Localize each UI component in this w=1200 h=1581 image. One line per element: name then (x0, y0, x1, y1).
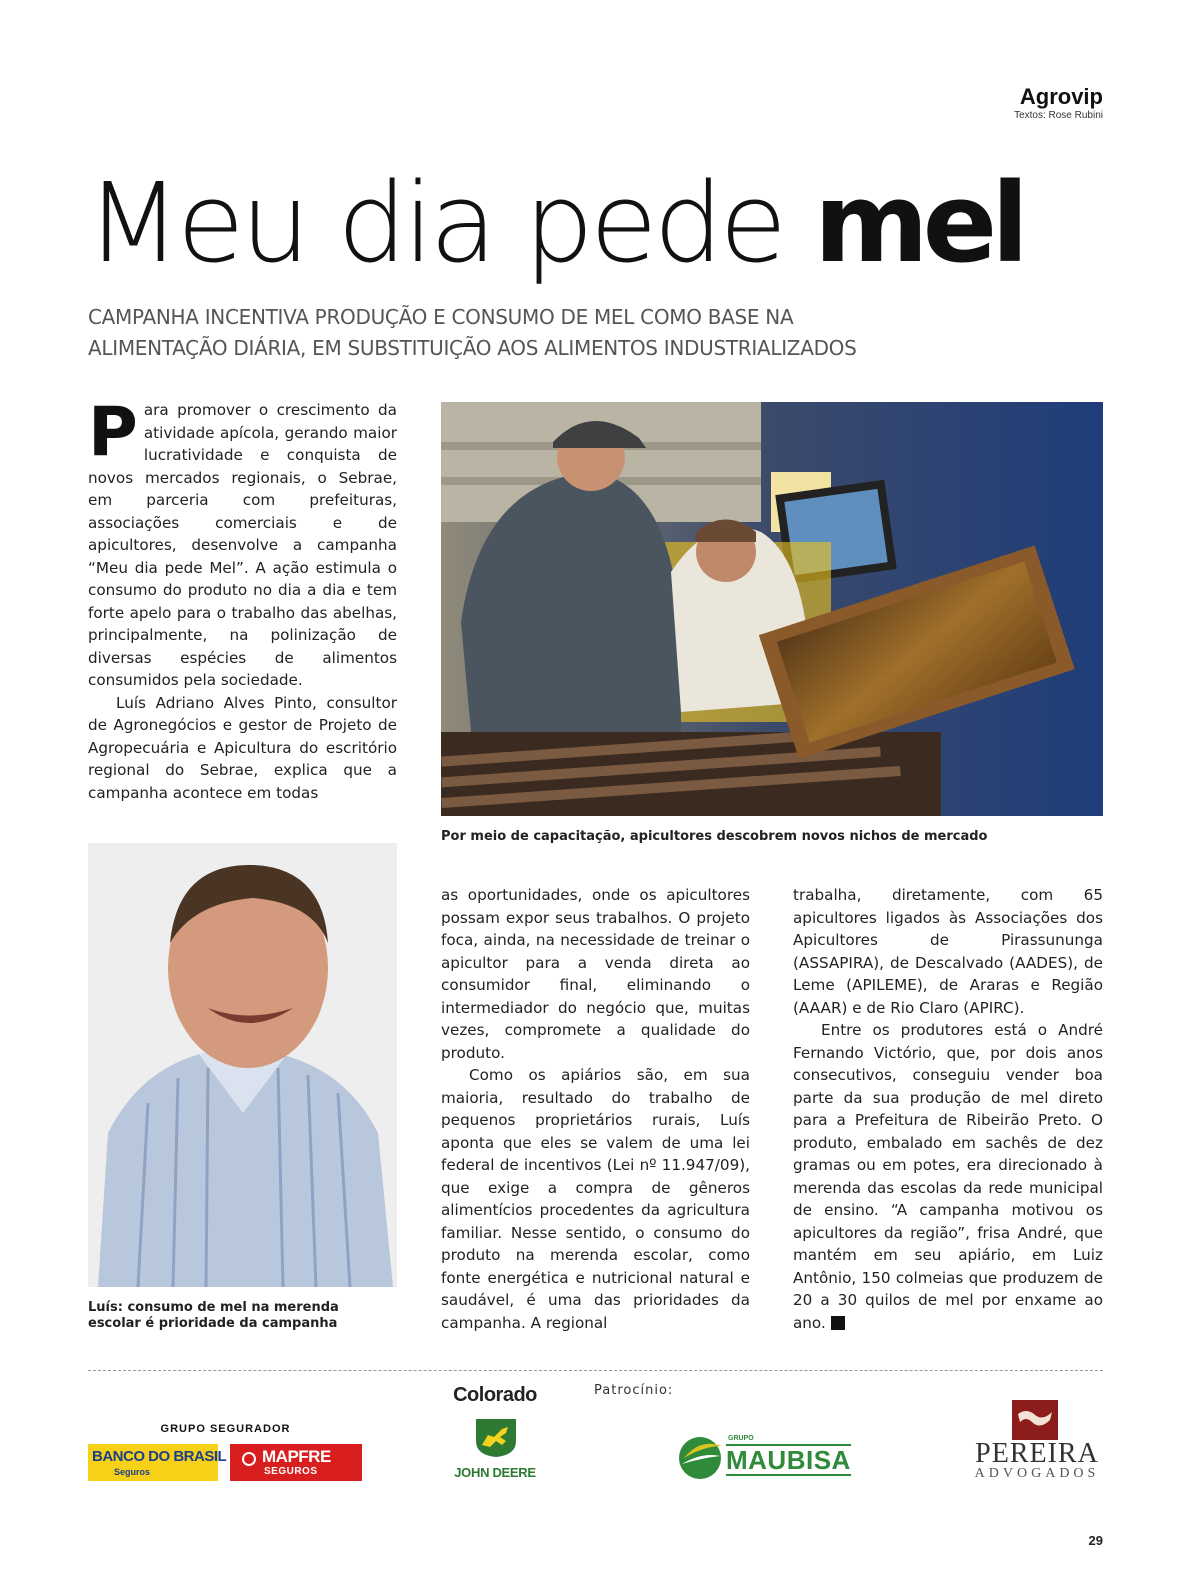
maubisa-leaf-icon (676, 1432, 724, 1480)
mapfre-logo-sub: SEGUROS (264, 1466, 318, 1477)
paragraph-6-text: Entre os produtores está o André Fernando Victório, que, por dois anos consecutivos, conseguiu vender boa parte da sua produção de mel direto para a Prefeitura de Ribeirão Preto. O produto, embalado em sachês de dez gramas ou em potes, era direcionado à merenda das escolas da rede municipal de ensino. “A campanha motivou os apicultores da região”, frisa André, que mantém em seu apiário, em Luiz Antônio, 150 colmeias que produzem de 20 a 30 quilos de mel por enxame ao ano. (793, 1021, 1103, 1332)
headline (86, 148, 1116, 298)
author-credit: Textos: Rose Rubini (1014, 110, 1103, 121)
section-header (1014, 84, 1103, 122)
paragraph-4: Como os apiários são, em sua maioria, resultado do trabalho de pequenos proprietários rurais, Luís aponta que eles se valem de uma lei federal de incentivos (Lei nº 11.947/09), que exige a compra de gêneros alimentícios procedentes da agricultura familiar. Nesse sentido, o consumo do produto na merenda escolar, como fonte energética e nutricional natural e saudável, é uma das prioridades da campanha. A regional (441, 1066, 750, 1332)
sponsors-label: Patrocínio: (594, 1383, 674, 1398)
john-deere-deer-icon (472, 1415, 520, 1459)
bb-logo-sub: Seguros (114, 1467, 151, 1477)
colorado-label: Colorado (453, 1384, 537, 1406)
subheadline (88, 302, 868, 364)
beekeepers-photo (441, 402, 1103, 816)
article-column-3 (793, 884, 1103, 1339)
paragraph-5: trabalha, diretamente, com 65 apicultores ligados às Associações dos Apicultores de Pirassununga (ASSAPIRA), de Descalvado (AADES), de Leme (APILEME), de Araras e Região (AAAR) e de Rio Claro (APIRC). (793, 886, 1103, 1017)
subhead-line-1: CAMPANHA INCENTIVA PRODUÇÃO E CONSUMO DE MEL COMO BASE NA (88, 305, 794, 329)
headline-light: Meu dia pede (86, 159, 784, 287)
headline-bold: mel (814, 159, 1023, 287)
section-name: Agrovip (1019, 84, 1103, 109)
banco-do-brasil-logo (88, 1444, 227, 1481)
beekeepers-photo-illustration (441, 402, 1103, 816)
maubisa-name: MAUBISA (726, 1445, 851, 1475)
main-photo-caption: Por meio de capacitação, apicultores descobrem novos nichos de mercado (441, 829, 988, 844)
john-deere-wordmark: JOHN DEERE (454, 1465, 536, 1480)
paragraph-3: as oportunidades, onde os apicultores possam expor seus trabalhos. O projeto foca, ainda, na necessidade de treinar o apicultor para a venda direta ao consumidor final, eliminando o intermediador do negócio que, muitas vezes, compromete a qualidade do produto. (441, 886, 750, 1062)
article-column-1 (88, 399, 397, 809)
end-mark-icon: r (831, 1316, 845, 1330)
mapfre-ring-icon (242, 1452, 256, 1466)
portrait-caption: Luís: consumo de mel na merenda escolar é prioridade da campanha (88, 1300, 339, 1331)
paragraph-6 (793, 1019, 1103, 1334)
footer-divider (88, 1370, 1103, 1371)
maubisa-group-label: GRUPO (728, 1435, 754, 1442)
page-number: 29 (1088, 1533, 1103, 1548)
paragraph-2: Luís Adriano Alves Pinto, consultor de Agronegócios e gestor de Projeto de Agropecuária e Apicultura do escritório regional do Sebrae, explica que a campanha acontece em todas (88, 693, 397, 802)
portrait-illustration (88, 843, 397, 1287)
insurer-group-label: GRUPO SEGURADOR (160, 1423, 291, 1435)
mapfre-logo-name: MAPFRE (262, 1447, 331, 1466)
pereira-emblem-icon (1012, 1400, 1058, 1440)
portrait-photo (88, 843, 397, 1287)
mapfre-logo (230, 1444, 362, 1481)
paragraph-1 (88, 399, 397, 692)
paragraph-1-text: ara promover o crescimento da atividade apícola, gerando maior lucratividade e conquista de novos mercados regionais, o Sebrae, em parceria com prefeituras, associações comerciais e de apicultores, desenvolve a campanha “Meu dia pede Mel”. A ação estimula o consumo do produto no dia a dia e tem forte apelo para o trabalho das abelhas, principalmente, na polinização de diversas espécies de alimentos consumidos pela sociedade. (88, 401, 397, 689)
pereira-sub: ADVOGADOS (974, 1466, 1100, 1481)
maubisa-logo (676, 1432, 866, 1482)
drop-cap: P (88, 399, 138, 472)
pereira-advogados-logo (972, 1400, 1102, 1485)
bb-logo-name: BANCO DO BRASIL (92, 1448, 227, 1465)
subhead-line-2: ALIMENTAÇÃO DIÁRIA, EM SUBSTITUIÇÃO AOS ALIMENTOS INDUSTRIALIZADOS (88, 336, 857, 360)
article-column-2 (441, 884, 750, 1339)
pereira-name: PEREIRA (975, 1438, 1099, 1469)
